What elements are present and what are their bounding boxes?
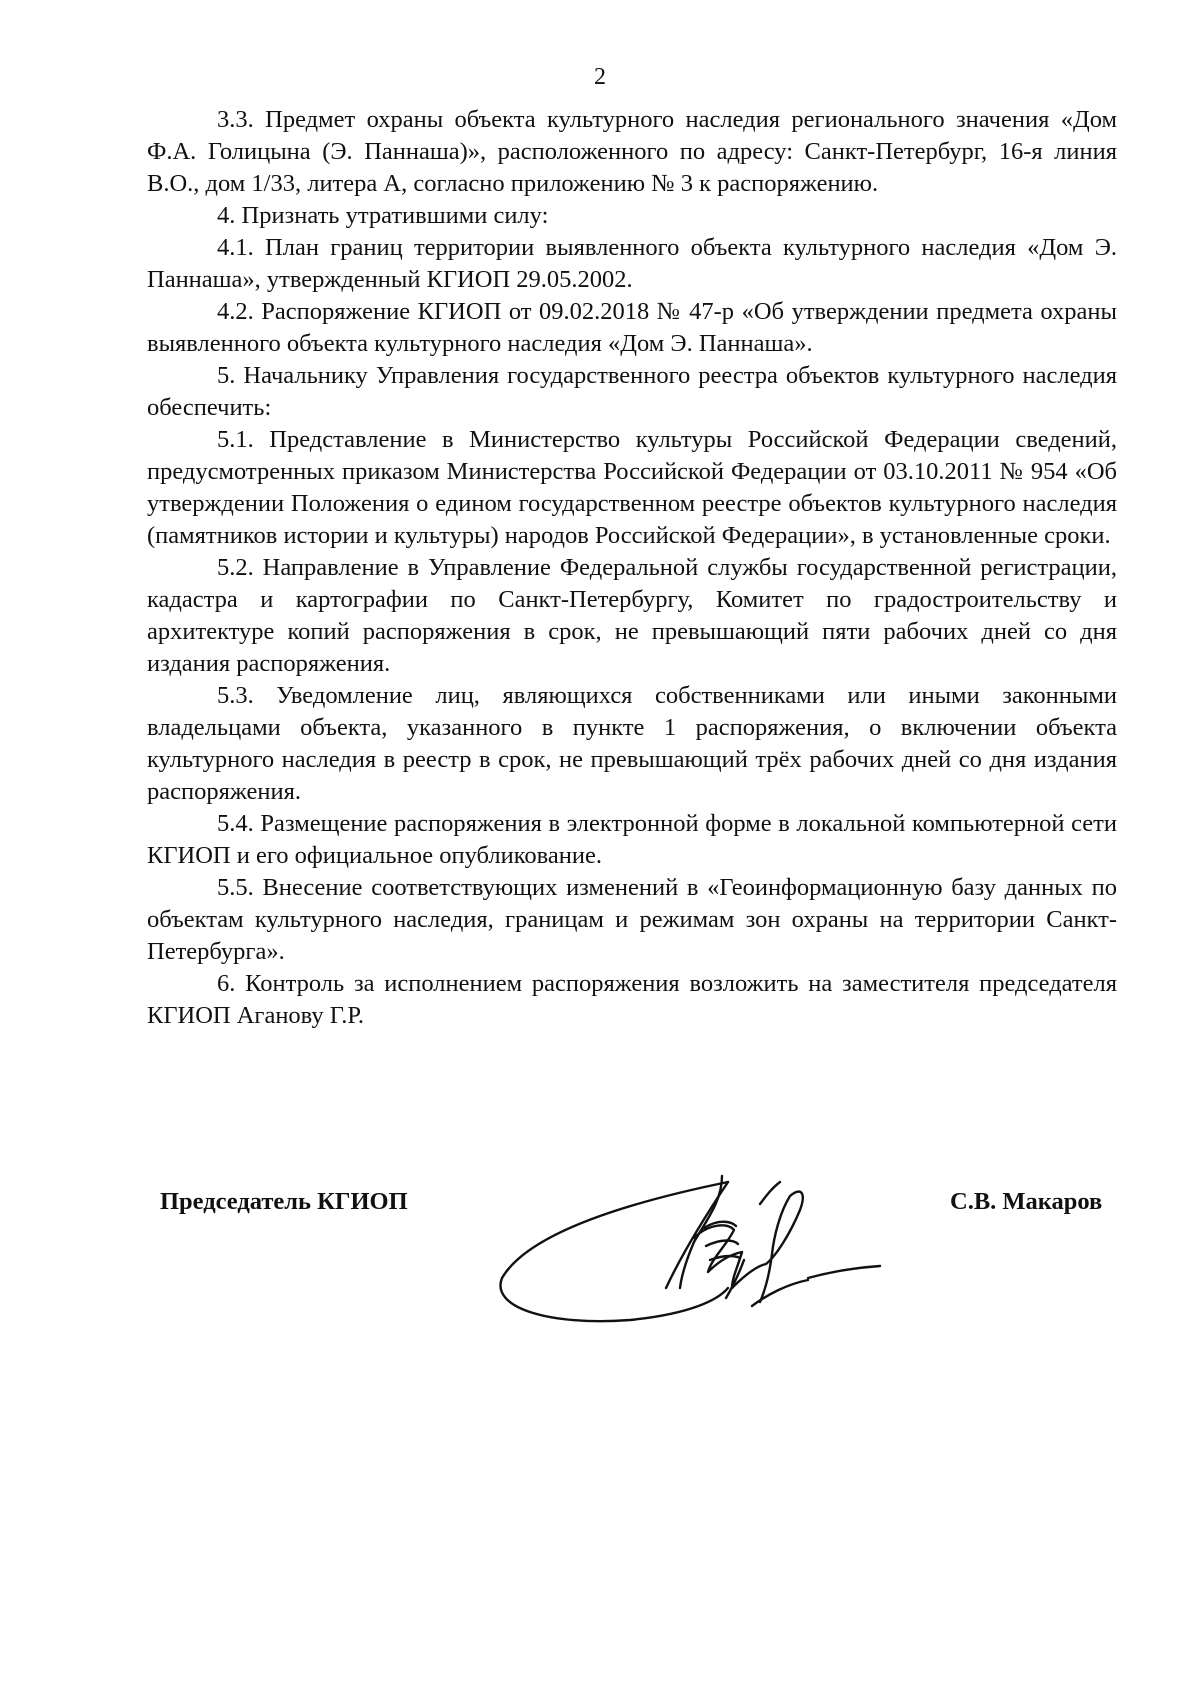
paragraph-5-3: 5.3. Уведомление лиц, являющихся собственниками или иными законными владельцами объекта, указанного в пункте 1 распоряжения, о включении объекта культурного наследия в реестр в срок, не превышающий трёх рабочих дней со дня издания распоряжения. — [147, 682, 1117, 805]
signature-block — [0, 1160, 1200, 1360]
paragraph-4-2: 4.2. Распоряжение КГИОП от 09.02.2018 № 47-р «Об утверждении предмета охраны выявленного объекта культурного наследия «Дом Э. Паннаша». — [147, 298, 1117, 357]
paragraph-4-1: 4.1. План границ территории выявленного объекта культурного наследия «Дом Э. Паннаша», утвержденный КГИОП 29.05.2002. — [147, 234, 1117, 293]
paragraph-5-2: 5.2. Направление в Управление Федеральной службы государственной регистрации, кадастра и картографии по Санкт-Петербургу, Комитет по градостроительству и архитектуре копий распоряжения в срок, не превышающий пяти рабочих дней со дня издания распоряжения. — [147, 554, 1117, 677]
signatory-title: Председатель КГИОП — [160, 1188, 408, 1215]
paragraph-5-1: 5.1. Представление в Министерство культуры Российской Федерации сведений, предусмотренных приказом Министерства Российской Федерации от 03.10.2011 № 954 «Об утверждении Положения о едином государственном реестре объектов культурного наследия (памятников истории и культуры) народов Российской Федерации», в установленные сроки. — [147, 426, 1117, 549]
paragraph-5: 5. Начальнику Управления государственного реестра объектов культурного наследия обеспечить: — [147, 362, 1117, 421]
document-body — [147, 104, 1117, 1032]
page-number: 2 — [594, 64, 606, 90]
handwritten-signature — [490, 1160, 910, 1330]
paragraph-5-4: 5.4. Размещение распоряжения в электронной форме в локальной компьютерной сети КГИОП и его официальное опубликование. — [147, 810, 1117, 869]
signatory-name: С.В. Макаров — [950, 1188, 1103, 1215]
paragraph-5-5: 5.5. Внесение соответствующих изменений в «Геоинформационную базу данных по объектам культурного наследия, границам и режимам зон охраны на территории Санкт-Петербурга». — [147, 874, 1117, 965]
paragraph-4: 4. Признать утратившими силу: — [217, 202, 549, 229]
paragraph-6: 6. Контроль за исполнением распоряжения возложить на заместителя председателя КГИОП Аганову Г.Р. — [147, 970, 1117, 1029]
paragraph-3-3: 3.3. Предмет охраны объекта культурного наследия регионального значения «Дом Ф.А. Голицына (Э. Паннаша)», расположенного по адресу: Санкт-Петербург, 16-я линия В.О., дом 1/33, литера А, согласно приложению № 3 к распоряжению. — [147, 106, 1117, 197]
